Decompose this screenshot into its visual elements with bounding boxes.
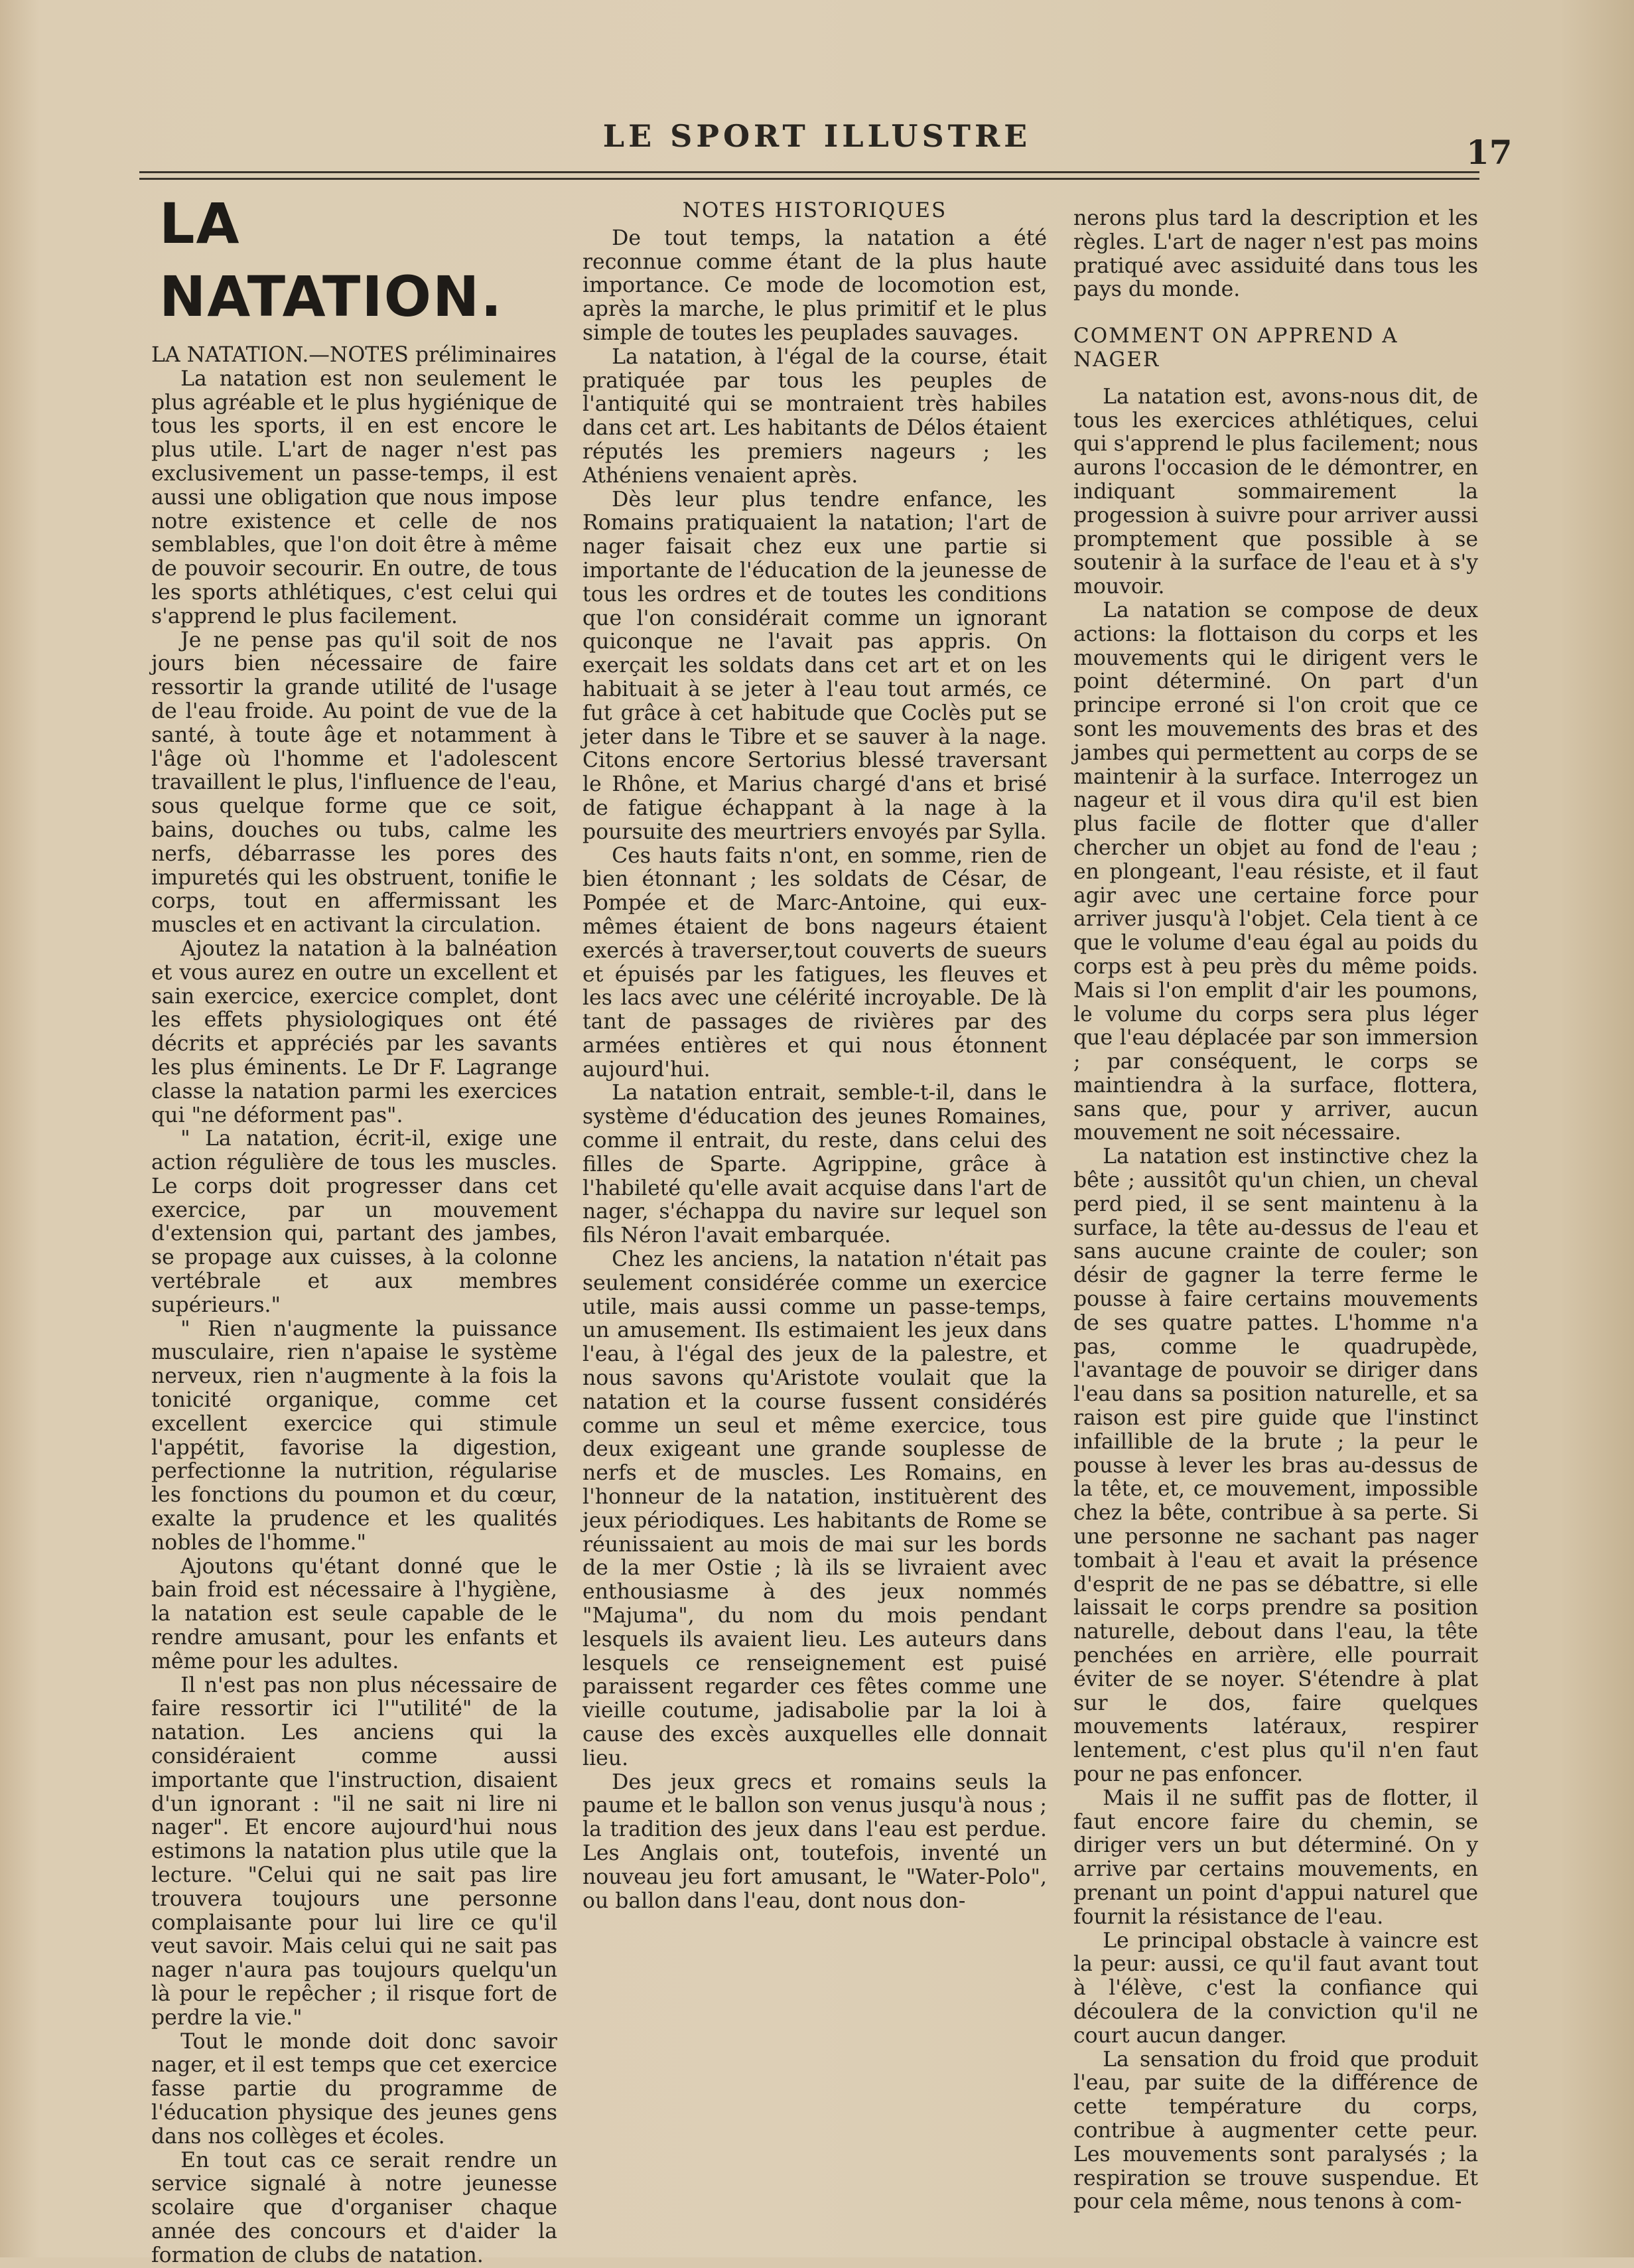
- paragraph: Ajoutez la natation à la balnéation et vous aurez en outre un excellent et sain exercice, exercice complet, dont les effets physiologiques ont été décrits et appréciés par les savants les plus éminents. Le Dr F. Lagrange classe la natation parmi les exercices qui "ne déforment pas".: [151, 936, 557, 1127]
- paragraph: La natation se compose de deux actions: la flottaison du corps et les mouvements qui le dirigent vers le point déterminé. On part d'un principe erroné si l'on croit que ce sont les mouvements des bras et des jambes qui permettent au corps de se maintenir à la surface. Interrogez un nageur et il vous dira qu'il est bien plus facile de flotter que d'aller chercher un objet au fond de l'eau ; en plongeant, l'eau résiste, et il faut agir avec une certaine force pour arriver jusqu'à l'objet. Cela tient à ce que le volume d'eau égal au poids du corps est à peu près du même poids. Mais si l'on emplit d'air les poumons, le volume du corps sera plus léger que l'eau déplacée par son immersion ; par conséquent, le corps se maintiendra à la surface, flottera, sans que, pour y arriver, aucun mouvement ne soit nécessaire.: [1073, 598, 1478, 1145]
- paragraph: Le principal obstacle à vaincre est la peur: aussi, ce qu'il faut avant tout à l'élève, c'est la confiance qui découlera de la conviction qu'il ne court aucun danger.: [1073, 1928, 1478, 2048]
- paragraph: La natation est non seulement le plus agréable et le plus hygiénique de tous les sports, il en est encore le plus utile. L'art de nager n'est pas exclusivement un passe-temps, il est aussi une obligation que nous impose notre existence et celle de nos semblables, que l'on doit être à même de pouvoir secourir. En outre, de tous les sports athlétiques, c'est celui qui s'apprend le plus facilement.: [151, 366, 557, 628]
- paragraph: Ces hauts faits n'ont, en somme, rien de bien étonnant ; les soldats de César, de Pompée et de Marc-Antoine, qui eux-mêmes étaient de bons nageurs étaient exercés à traverser,tout couverts de sueurs et épuisés par les fatigues, les fleuves et les lacs avec une célérité incroyable. De là tant de passages de rivières par des armées entières et qui nous étonnent aujourd'hui.: [582, 843, 1047, 1082]
- paragraph: Il n'est pas non plus nécessaire de faire ressortir ici l'"utilité" de la natation. Les anciens qui la considéraient comme aussi importante que l'instruction, disaient d'un ignorant : "il ne sait ni lire ni nager". Et encore aujourd'hui nous estimons la natation plus utile que la lecture. "Celui qui ne sait pas lire trouvera toujours une personne complaisante pour lui lire ce qu'il veut savoir. Mais celui qui ne sait pas nager n'aura pas toujours quelqu'un là pour le repêcher ; il risque fort de perdre la vie.": [151, 1673, 557, 2030]
- paragraph: De tout temps, la natation a été reconnue comme étant de la plus haute importance. Ce mode de locomotion est, après la marche, le plus primitif et le plus simple de toutes les peuplades sauvages.: [582, 226, 1047, 345]
- column-1: [151, 187, 557, 2267]
- paragraph: La sensation du froid que produit l'eau, par suite de la différence de cette température du corps, contribue à augmenter cette peur. Les mouvements sont paralysés ; la respiration se trouve suspendue. Et pour cela même, nous tenons à com-: [1073, 2047, 1478, 2214]
- paragraph: La natation est instinctive chez la bête ; aussitôt qu'un chien, un cheval perd pied, il se sent maintenu à la surface, la tête au-dessus de l'eau et sans aucune crainte de couler; son désir de gagner la terre ferme le pousse à faire certains mouvements de ses quatre pattes. L'homme n'a pas, comme le quadrupède, l'avantage de pouvoir se diriger dans l'eau dans sa position naturelle, et sa raison est pire guide que l'instinct infaillible de la brute ; la peur le pousse à lever les bras au-dessus de la tête, et, ce mouvement, impossible chez la bête, contribue à sa perte. Si une personne ne sachant pas nager tombait à l'eau et avait la présence d'esprit de ne pas se débattre, si elle laissait le corps prendre sa position naturelle, debout dans l'eau, la tête penchées en arrière, elle pourrait éviter de se noyer. S'étendre à plat sur le dos, faire quelques mouvements latéraux, respirer lentement, c'est plus qu'il n'en faut pour ne pas enfoncer.: [1073, 1145, 1478, 1786]
- paragraph: " La natation, écrit-il, exige une action régulière de tous les muscles. Le corps doit progresser dans cet exercice, par un mouvement d'extension qui, partant des jambes, se propage aux cuisses, à la colonne vertébrale et aux membres supérieurs.": [151, 1127, 557, 1317]
- paragraph: Ajoutons qu'étant donné que le bain froid est nécessaire à l'hygiène, la natation est seule capable de le rendre amusant, pour les enfants et même pour les adultes.: [151, 1554, 557, 1673]
- paragraph: La natation entrait, semble-t-il, dans le système d'éducation des jeunes Romaines, comme il entrait, du reste, dans celui des filles de Sparte. Agrippine, grâce à l'habileté qu'elle avait acquise dans l'art de nager, s'échappa du navire sur lequel son fils Néron l'avait embarquée.: [582, 1081, 1047, 1248]
- paragraph: Mais il ne suffit pas de flotter, il faut encore faire du chemin, se diriger vers un but déterminé. On y arrive par certains mouvements, en prenant un point d'appui naturel que fournit la résistance de l'eau.: [1073, 1786, 1478, 1929]
- paragraph: La natation, à l'égal de la course, était pratiquée par tous les peuples de l'antiquité qui se montraient très habiles dans cet art. Les habitants de Délos étaient réputés les premiers nageurs ; les Athéniens venaient après.: [582, 344, 1047, 488]
- paragraph: Des jeux grecs et romains seuls la paume et le ballon son venus jusqu'à nous ; la tradition des jeux dans l'eau est perdue. Les Anglais ont, toutefois, inventé un nouveau jeu fort amusant, le "Water-Polo", ou ballon dans l'eau, dont nous don-: [582, 1770, 1047, 1913]
- paragraph: Tout le monde doit donc savoir nager, et il est temps que cet exercice fasse partie du programme de l'éducation physique des jeunes gens dans nos collèges et écoles.: [151, 2029, 557, 2149]
- article-title: LA NATATION.: [159, 191, 504, 329]
- header-rule: [139, 171, 1479, 173]
- section-heading: COMMENT ON APPREND A NAGER: [1073, 324, 1398, 372]
- paragraph: Chez les anciens, la natation n'était pas seulement considérée comme un exercice utile, mais aussi comme un passe-temps, un amusement. Ils estimaient les jeux dans l'eau, à l'égal des jeux de la palestre, et nous savons qu'Aristote voulait que la natation et la course fussent considérés comme un seul et même exercice, tous deux exigeant une grande souplesse de nerfs et de muscles. Les Romains, en l'honneur de la natation, instituèrent des jeux périodiques. Les habitants de Rome se réunissaient au mois de mai sur les bords de la mer Ostie ; là ils se livraient avec enthousiasme à des jeux nommés "Majuma", du nom du mois pendant lesquels ils avaient lieu. Les auteurs dans lesquels ce renseignement est puisé paraissent regarder ces fêtes comme une vieille coutume, jadisabolie par la loi à cause des excès auxquelles elle donnait lieu.: [582, 1247, 1047, 1770]
- paragraph: " Rien n'augmente la puissance musculaire, rien n'apaise le système nerveux, rien n'augmente à la fois la tonicité organique, comme cet excellent exercice qui stimule l'appétit, favorise la digestion, perfectionne la nutrition, régularise les fonctions du poumon et du cœur, exalte la prudence et les qualités nobles de l'homme.": [151, 1316, 557, 1555]
- running-title: LE SPORT ILLUSTRE: [602, 118, 1032, 154]
- column-3: [1073, 207, 1478, 2231]
- paragraph: En tout cas ce serait rendre un service signalé à notre jeunesse scolaire que d'organiser chaque année des concours et d'aider la formation de clubs de natation.: [151, 2148, 557, 2267]
- page-number: 17: [1466, 133, 1513, 172]
- header-rule: [139, 178, 1479, 180]
- paragraph: LA NATATION.—NOTES préliminaires: [151, 343, 557, 367]
- paragraph: nerons plus tard la description et les règles. L'art de nager n'est pas moins pratiqué avec assiduité dans tous les pays du monde.: [1073, 206, 1478, 302]
- section-heading: NOTES HISTORIQUES: [682, 198, 947, 222]
- paragraph: Dès leur plus tendre enfance, les Romains pratiquaient la natation; l'art de nager faisait chez eux une partie si importante de l'éducation de la jeunesse de tous les ordres et de toutes les conditions que l'on considérait comme un ignorant quiconque ne l'avait pas appris. On exerçait les soldats dans cet art et on les habituait à se jeter à l'eau tout armés, ce fut grâce à cet habitude que Coclès put se jeter dans le Tibre et se sauver à la nage. Citons encore Sertorius blessé traversant le Rhône, et Marius chargé d'ans et brisé de fatigue échappant à la nage à la poursuite des meurtriers envoyés par Sylla.: [582, 487, 1047, 844]
- paragraph: La natation est, avons-nous dit, de tous les exercices athlétiques, celui qui s'apprend le plus facilement; nous aurons l'occasion de le démontrer, en indiquant sommairement la progession à suivre pour arriver aussi promptement que possible à se soutenir à la surface de l'eau et à s'y mouvoir.: [1073, 384, 1478, 599]
- column-2: [582, 199, 1047, 2223]
- paragraph: Je ne pense pas qu'il soit de nos jours bien nécessaire de faire ressortir la grande utilité de l'usage de l'eau froide. Au point de vue de la santé, à toute âge et notamment à l'âge où l'homme et l'adolescent travaillent le plus, l'influence de l'eau, sous quelque forme que ce soit, bains, douches ou tubs, calme les nerfs, débarrasse les pores des impuretés qui les obstruent, tonifie le corps, tout en affermissant les muscles et en activant la circulation.: [151, 628, 557, 938]
